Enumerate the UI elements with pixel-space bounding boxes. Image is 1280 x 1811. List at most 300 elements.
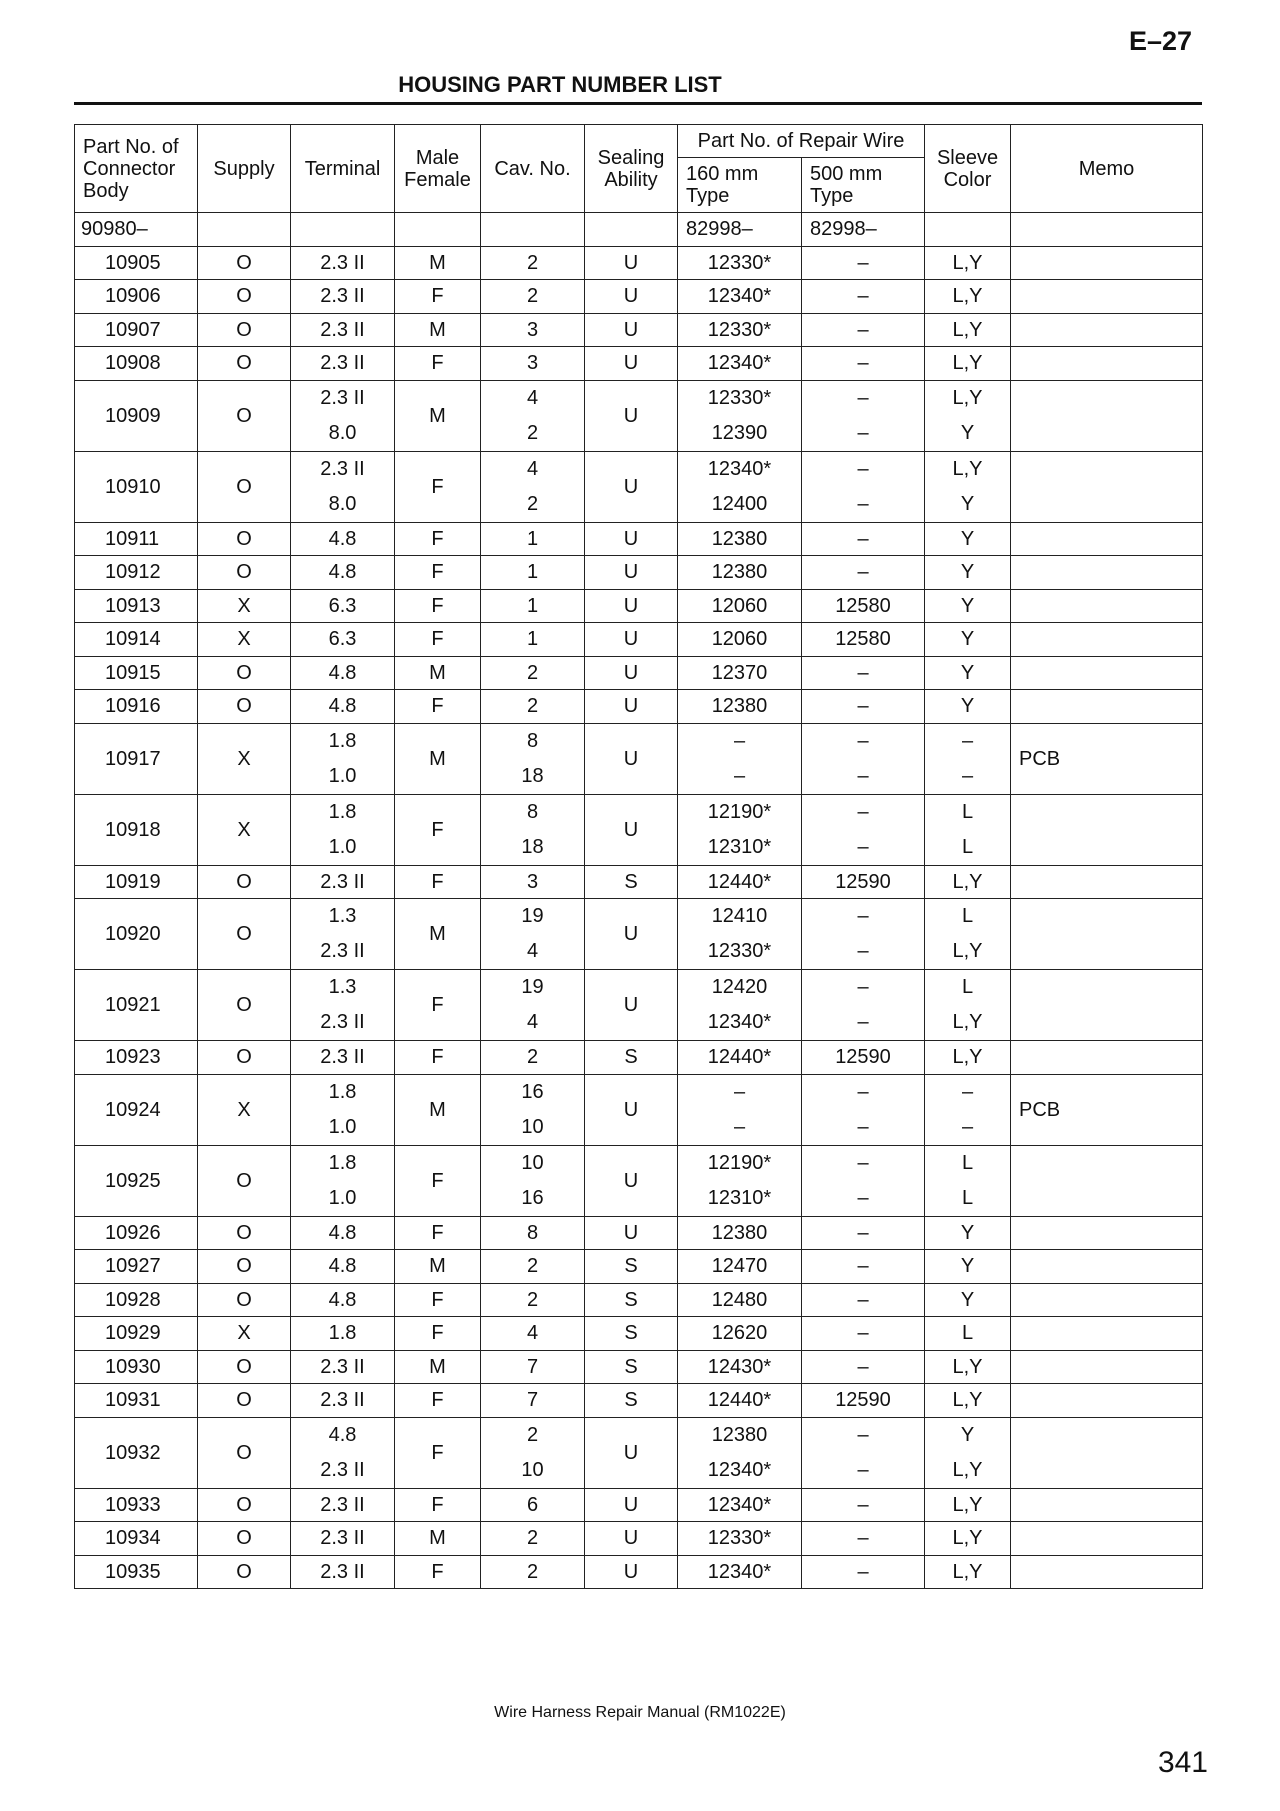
wire-500-cell-line: –	[857, 492, 869, 515]
sleeve-cell	[925, 380, 1011, 451]
memo-cell: PCB	[1011, 723, 1203, 794]
prefix-row	[75, 213, 1203, 247]
terminal-cell	[291, 970, 395, 1041]
male-female-cell: F	[395, 280, 481, 314]
terminal-cell: 2.3 II	[291, 1555, 395, 1589]
wire-500-cell: 12580	[802, 589, 925, 623]
housing-part-table	[74, 124, 1203, 1589]
terminal-cell-line: 8.0	[328, 492, 357, 515]
sealing-cell: U	[585, 1417, 678, 1488]
wire-160-cell: 12380	[678, 1216, 802, 1250]
supply-cell: O	[198, 380, 291, 451]
memo-cell	[1011, 1216, 1203, 1250]
sleeve-cell-line: L,Y	[952, 940, 983, 962]
sealing-cell: U	[585, 623, 678, 657]
memo-cell	[1011, 1555, 1203, 1589]
wire-500-cell-line: –	[857, 457, 869, 480]
wire-160-cell-line: –	[733, 729, 746, 752]
wire-500-cell: –	[802, 313, 925, 347]
sleeve-cell	[925, 794, 1011, 865]
sealing-cell: U	[585, 1522, 678, 1556]
cav-no-cell: 2	[481, 1250, 585, 1284]
supply-cell: O	[198, 522, 291, 556]
wire-500-cell: –	[802, 522, 925, 556]
cav-no-cell-line: 2	[526, 492, 539, 515]
wire-500-cell-line: –	[857, 1186, 869, 1209]
wire-160-cell-line: 12330*	[707, 940, 772, 962]
sleeve-cell: Y	[925, 1250, 1011, 1284]
sealing-cell: S	[585, 1041, 678, 1075]
wire-500-cell	[802, 451, 925, 522]
memo-cell	[1011, 347, 1203, 381]
terminal-cell-line: 2.3 II	[320, 1011, 365, 1033]
male-female-cell: M	[395, 1250, 481, 1284]
wire-160-cell: 12060	[678, 589, 802, 623]
sleeve-cell: L	[925, 1317, 1011, 1351]
sleeve-cell: L,Y	[925, 1041, 1011, 1075]
wire-160-cell: 12380	[678, 556, 802, 590]
terminal-cell-line: 1.0	[328, 1115, 357, 1138]
part-no-cell: 10923	[75, 1041, 198, 1075]
heading-divider	[74, 102, 1202, 105]
part-no-cell: 10906	[75, 280, 198, 314]
terminal-cell-line: 2.3 II	[320, 457, 365, 480]
wire-500-cell: –	[802, 656, 925, 690]
terminal-cell	[291, 1417, 395, 1488]
supply-cell: X	[198, 589, 291, 623]
wire-500-cell	[802, 794, 925, 865]
wire-160-cell-line: 12330*	[707, 386, 772, 409]
table-row	[75, 1250, 1203, 1284]
supply-cell: O	[198, 347, 291, 381]
sleeve-cell	[925, 1417, 1011, 1488]
wire-160-cell: 12480	[678, 1283, 802, 1317]
table-row	[75, 690, 1203, 724]
cav-no-cell: 6	[481, 1488, 585, 1522]
wire-500-cell: –	[802, 690, 925, 724]
memo-cell	[1011, 1145, 1203, 1216]
cav-no-cell-line: 10	[521, 1115, 544, 1138]
supply-cell: O	[198, 1350, 291, 1384]
wire-500-cell: 12590	[802, 1041, 925, 1075]
section-code: E–27	[1128, 26, 1192, 56]
sealing-cell: U	[585, 347, 678, 381]
cav-no-cell-line: 8	[526, 729, 539, 752]
male-female-cell: F	[395, 347, 481, 381]
terminal-cell-line: 1.8	[328, 1151, 357, 1174]
part-no-cell: 10929	[75, 1317, 198, 1351]
header-terminal: Terminal	[291, 125, 395, 213]
part-no-cell: 10930	[75, 1350, 198, 1384]
wire-500-cell-line: –	[857, 905, 869, 927]
cav-no-cell: 7	[481, 1350, 585, 1384]
wire-160-cell	[678, 451, 802, 522]
sleeve-cell-line: L,Y	[952, 457, 983, 480]
terminal-cell: 4.8	[291, 556, 395, 590]
sleeve-cell: L,Y	[925, 865, 1011, 899]
male-female-cell: F	[395, 522, 481, 556]
sleeve-cell	[925, 451, 1011, 522]
table-row	[75, 623, 1203, 657]
wire-500-cell-line: –	[857, 729, 869, 752]
supply-cell: X	[198, 623, 291, 657]
wire-500-cell	[802, 380, 925, 451]
table-row	[75, 1074, 1203, 1145]
memo-cell	[1011, 1250, 1203, 1284]
part-no-cell: 10920	[75, 899, 198, 970]
cav-no-cell	[481, 723, 585, 794]
table-row	[75, 794, 1203, 865]
terminal-cell-line: 4.8	[328, 1423, 357, 1446]
part-no-cell: 10911	[75, 522, 198, 556]
header-memo: Memo	[1011, 125, 1203, 213]
wire-500-cell: –	[802, 1488, 925, 1522]
wire-500-cell	[802, 1074, 925, 1145]
sleeve-cell: L,Y	[925, 280, 1011, 314]
wire-160-cell	[678, 380, 802, 451]
part-no-cell: 10933	[75, 1488, 198, 1522]
cav-no-cell-line: 10	[521, 1458, 544, 1481]
sealing-cell: U	[585, 280, 678, 314]
header-sleeve: Sleeve Color	[925, 125, 1011, 213]
cav-no-cell-line: 4	[526, 386, 539, 409]
wire-500-cell-line: –	[857, 1080, 869, 1103]
table-row	[75, 1488, 1203, 1522]
wire-500-cell: –	[802, 556, 925, 590]
prefix-500mm: 82998–	[802, 213, 925, 247]
wire-160-cell-line: 12340*	[707, 457, 772, 480]
sleeve-cell-line: –	[961, 764, 974, 787]
sleeve-cell	[925, 970, 1011, 1041]
sleeve-cell	[925, 1074, 1011, 1145]
page-title: HOUSING PART NUMBER LIST	[398, 72, 722, 97]
wire-160-cell: 12620	[678, 1317, 802, 1351]
sealing-cell: U	[585, 556, 678, 590]
part-no-cell: 10918	[75, 794, 198, 865]
terminal-cell: 2.3 II	[291, 1384, 395, 1418]
wire-160-cell-line: –	[733, 764, 746, 787]
cav-no-cell: 2	[481, 1283, 585, 1317]
male-female-cell: F	[395, 589, 481, 623]
sleeve-cell: Y	[925, 656, 1011, 690]
sealing-cell: S	[585, 1317, 678, 1351]
wire-500-cell-line: –	[857, 835, 869, 858]
wire-160-cell-line: 12340*	[707, 1458, 772, 1481]
table-row	[75, 1417, 1203, 1488]
wire-160-cell: 12440*	[678, 1384, 802, 1418]
male-female-cell: F	[395, 1384, 481, 1418]
wire-160-cell: 12330*	[678, 1522, 802, 1556]
terminal-cell: 4.8	[291, 656, 395, 690]
male-female-cell: M	[395, 723, 481, 794]
header-part-no: Part No. of Connector Body	[75, 125, 198, 213]
wire-160-cell	[678, 723, 802, 794]
table-row	[75, 522, 1203, 556]
table-row	[75, 313, 1203, 347]
page-number: 341	[1157, 1746, 1208, 1779]
supply-cell: O	[198, 690, 291, 724]
table-row	[75, 246, 1203, 280]
cav-no-cell: 3	[481, 865, 585, 899]
sleeve-cell: L,Y	[925, 1384, 1011, 1418]
sleeve-cell: Y	[925, 556, 1011, 590]
male-female-cell: F	[395, 794, 481, 865]
sealing-cell: S	[585, 1283, 678, 1317]
cav-no-cell-line: 18	[521, 835, 544, 858]
male-female-cell: F	[395, 1283, 481, 1317]
cav-no-cell	[481, 794, 585, 865]
part-no-cell: 10927	[75, 1250, 198, 1284]
male-female-cell: M	[395, 1522, 481, 1556]
wire-500-cell	[802, 1417, 925, 1488]
terminal-cell: 2.3 II	[291, 280, 395, 314]
sealing-cell: U	[585, 1488, 678, 1522]
memo-cell	[1011, 1283, 1203, 1317]
table-row	[75, 1145, 1203, 1216]
wire-500-cell-line: –	[857, 1423, 869, 1446]
cav-no-cell: 2	[481, 1555, 585, 1589]
wire-160-cell	[678, 1074, 802, 1145]
sleeve-cell: L,Y	[925, 246, 1011, 280]
memo-cell	[1011, 380, 1203, 451]
terminal-cell: 2.3 II	[291, 313, 395, 347]
table-row	[75, 347, 1203, 381]
table-row	[75, 1555, 1203, 1589]
terminal-cell-line: 2.3 II	[320, 1458, 365, 1481]
memo-cell	[1011, 1350, 1203, 1384]
memo-cell	[1011, 1317, 1203, 1351]
wire-500-cell: 12590	[802, 865, 925, 899]
memo-cell	[1011, 623, 1203, 657]
cav-no-cell: 1	[481, 623, 585, 657]
sleeve-cell-line: L	[961, 905, 974, 927]
wire-500-cell: –	[802, 1216, 925, 1250]
male-female-cell: F	[395, 1417, 481, 1488]
wire-160-cell-line: –	[733, 1115, 746, 1138]
terminal-cell: 4.8	[291, 1250, 395, 1284]
cav-no-cell: 4	[481, 1317, 585, 1351]
part-no-cell: 10905	[75, 246, 198, 280]
header-repair-wire: Part No. of Repair Wire	[678, 125, 925, 158]
supply-cell: O	[198, 1041, 291, 1075]
table-row	[75, 865, 1203, 899]
supply-cell: O	[198, 1145, 291, 1216]
terminal-cell: 2.3 II	[291, 1041, 395, 1075]
table-row	[75, 280, 1203, 314]
terminal-cell	[291, 451, 395, 522]
table-row	[75, 723, 1203, 794]
wire-160-cell-line: 12380	[711, 1423, 768, 1446]
supply-cell: O	[198, 1522, 291, 1556]
wire-160-cell-line: 12420	[711, 976, 768, 998]
cav-no-cell-line: 18	[521, 764, 544, 787]
table-row	[75, 1041, 1203, 1075]
wire-500-cell: –	[802, 1283, 925, 1317]
wire-500-cell-line: –	[857, 940, 869, 962]
sealing-cell: S	[585, 1384, 678, 1418]
part-no-cell: 10924	[75, 1074, 198, 1145]
memo-cell	[1011, 970, 1203, 1041]
sleeve-cell-line: L	[961, 835, 974, 858]
part-no-cell: 10910	[75, 451, 198, 522]
header-male-female: Male Female	[395, 125, 481, 213]
table-row	[75, 1522, 1203, 1556]
cav-no-cell-line: 2	[526, 1423, 539, 1446]
wire-160-cell-line: –	[733, 1080, 746, 1103]
sleeve-cell	[925, 899, 1011, 970]
wire-500-cell: –	[802, 1250, 925, 1284]
memo-cell	[1011, 690, 1203, 724]
supply-cell: O	[198, 1283, 291, 1317]
cav-no-cell-line: 16	[521, 1080, 544, 1103]
sleeve-cell: Y	[925, 1216, 1011, 1250]
wire-500-cell: –	[802, 1555, 925, 1589]
sleeve-cell: Y	[925, 690, 1011, 724]
cav-no-cell-line: 2	[526, 421, 539, 444]
wire-160-cell	[678, 1417, 802, 1488]
part-no-cell: 10913	[75, 589, 198, 623]
part-no-cell: 10919	[75, 865, 198, 899]
wire-160-cell-line: 12310*	[707, 1186, 772, 1209]
supply-cell: O	[198, 246, 291, 280]
memo-cell	[1011, 451, 1203, 522]
memo-cell	[1011, 1522, 1203, 1556]
wire-160-cell	[678, 899, 802, 970]
sleeve-cell-line: Y	[960, 1423, 975, 1446]
prefix-part-no: 90980–	[75, 213, 198, 247]
table-row	[75, 1317, 1203, 1351]
cav-no-cell: 1	[481, 556, 585, 590]
table-row	[75, 1283, 1203, 1317]
male-female-cell: M	[395, 899, 481, 970]
supply-cell: O	[198, 1488, 291, 1522]
cav-no-cell	[481, 1145, 585, 1216]
supply-cell: O	[198, 451, 291, 522]
terminal-cell-line: 1.0	[328, 764, 357, 787]
male-female-cell: M	[395, 313, 481, 347]
wire-500-cell: 12580	[802, 623, 925, 657]
male-female-cell: F	[395, 1041, 481, 1075]
sleeve-cell-line: L	[961, 1151, 974, 1174]
memo-cell	[1011, 313, 1203, 347]
memo-cell	[1011, 1384, 1203, 1418]
sleeve-cell-line: L	[961, 1186, 974, 1209]
wire-160-cell: 12330*	[678, 246, 802, 280]
wire-160-cell-line: 12340*	[707, 1011, 772, 1033]
wire-160-cell: 12340*	[678, 280, 802, 314]
wire-160-cell: 12330*	[678, 313, 802, 347]
male-female-cell: F	[395, 1145, 481, 1216]
table-row	[75, 656, 1203, 690]
cav-no-cell-line: 16	[521, 1186, 544, 1209]
header-supply: Supply	[198, 125, 291, 213]
wire-160-cell-line: 12190*	[707, 800, 772, 823]
wire-160-cell-line: 12390	[711, 421, 768, 444]
terminal-cell	[291, 723, 395, 794]
wire-160-cell-line: 12400	[711, 492, 768, 515]
wire-160-cell: 12430*	[678, 1350, 802, 1384]
header-cav-no: Cav. No.	[481, 125, 585, 213]
terminal-cell-line: 1.8	[328, 729, 357, 752]
terminal-cell-line: 1.8	[328, 800, 357, 823]
part-no-cell: 10912	[75, 556, 198, 590]
cav-no-cell-line: 4	[526, 1011, 539, 1033]
footer-text: Wire Harness Repair Manual (RM1022E)	[494, 1704, 786, 1721]
part-no-cell: 10935	[75, 1555, 198, 1589]
terminal-cell: 1.8	[291, 1317, 395, 1351]
cav-no-cell: 2	[481, 280, 585, 314]
part-no-cell: 10916	[75, 690, 198, 724]
cav-no-cell-line: 8	[526, 800, 539, 823]
memo-cell	[1011, 656, 1203, 690]
cav-no-cell	[481, 970, 585, 1041]
wire-500-cell	[802, 970, 925, 1041]
wire-160-cell: 12340*	[678, 1555, 802, 1589]
memo-cell	[1011, 1488, 1203, 1522]
sleeve-cell: L,Y	[925, 1350, 1011, 1384]
sleeve-cell: Y	[925, 1283, 1011, 1317]
part-no-cell: 10909	[75, 380, 198, 451]
sleeve-cell-line: L	[961, 976, 974, 998]
terminal-cell-line: 2.3 II	[320, 386, 365, 409]
male-female-cell: F	[395, 690, 481, 724]
part-no-cell: 10907	[75, 313, 198, 347]
prefix-160mm: 82998–	[678, 213, 802, 247]
sealing-cell: U	[585, 656, 678, 690]
wire-160-cell: 12470	[678, 1250, 802, 1284]
wire-500-cell: –	[802, 1350, 925, 1384]
part-no-cell: 10914	[75, 623, 198, 657]
table-row	[75, 1350, 1203, 1384]
cav-no-cell: 8	[481, 1216, 585, 1250]
sleeve-cell	[925, 723, 1011, 794]
header-160mm: 160 mm Type	[678, 158, 802, 213]
male-female-cell: F	[395, 623, 481, 657]
terminal-cell: 2.3 II	[291, 1350, 395, 1384]
terminal-cell: 4.8	[291, 522, 395, 556]
sleeve-cell	[925, 1145, 1011, 1216]
cav-no-cell: 3	[481, 313, 585, 347]
cav-no-cell: 2	[481, 1041, 585, 1075]
part-no-cell: 10932	[75, 1417, 198, 1488]
wire-500-cell	[802, 1145, 925, 1216]
terminal-cell: 2.3 II	[291, 1522, 395, 1556]
table-row	[75, 451, 1203, 522]
cav-no-cell	[481, 380, 585, 451]
wire-160-cell: 12380	[678, 690, 802, 724]
wire-160-cell: 12370	[678, 656, 802, 690]
wire-160-cell: 12340*	[678, 1488, 802, 1522]
wire-500-cell-line: –	[857, 1151, 869, 1174]
part-no-cell: 10915	[75, 656, 198, 690]
memo-cell	[1011, 1417, 1203, 1488]
sleeve-cell-line: –	[961, 1115, 974, 1138]
cav-no-cell: 2	[481, 1522, 585, 1556]
memo-cell: PCB	[1011, 1074, 1203, 1145]
wire-160-cell	[678, 970, 802, 1041]
wire-160-cell	[678, 794, 802, 865]
supply-cell: X	[198, 794, 291, 865]
supply-cell: O	[198, 1250, 291, 1284]
memo-cell	[1011, 794, 1203, 865]
male-female-cell: M	[395, 246, 481, 280]
terminal-cell-line: 1.8	[328, 1080, 357, 1103]
sealing-cell: U	[585, 1074, 678, 1145]
table-row	[75, 556, 1203, 590]
sleeve-cell: L,Y	[925, 1522, 1011, 1556]
header-sealing: Sealing Ability	[585, 125, 678, 213]
terminal-cell-line: 1.3	[328, 976, 357, 998]
